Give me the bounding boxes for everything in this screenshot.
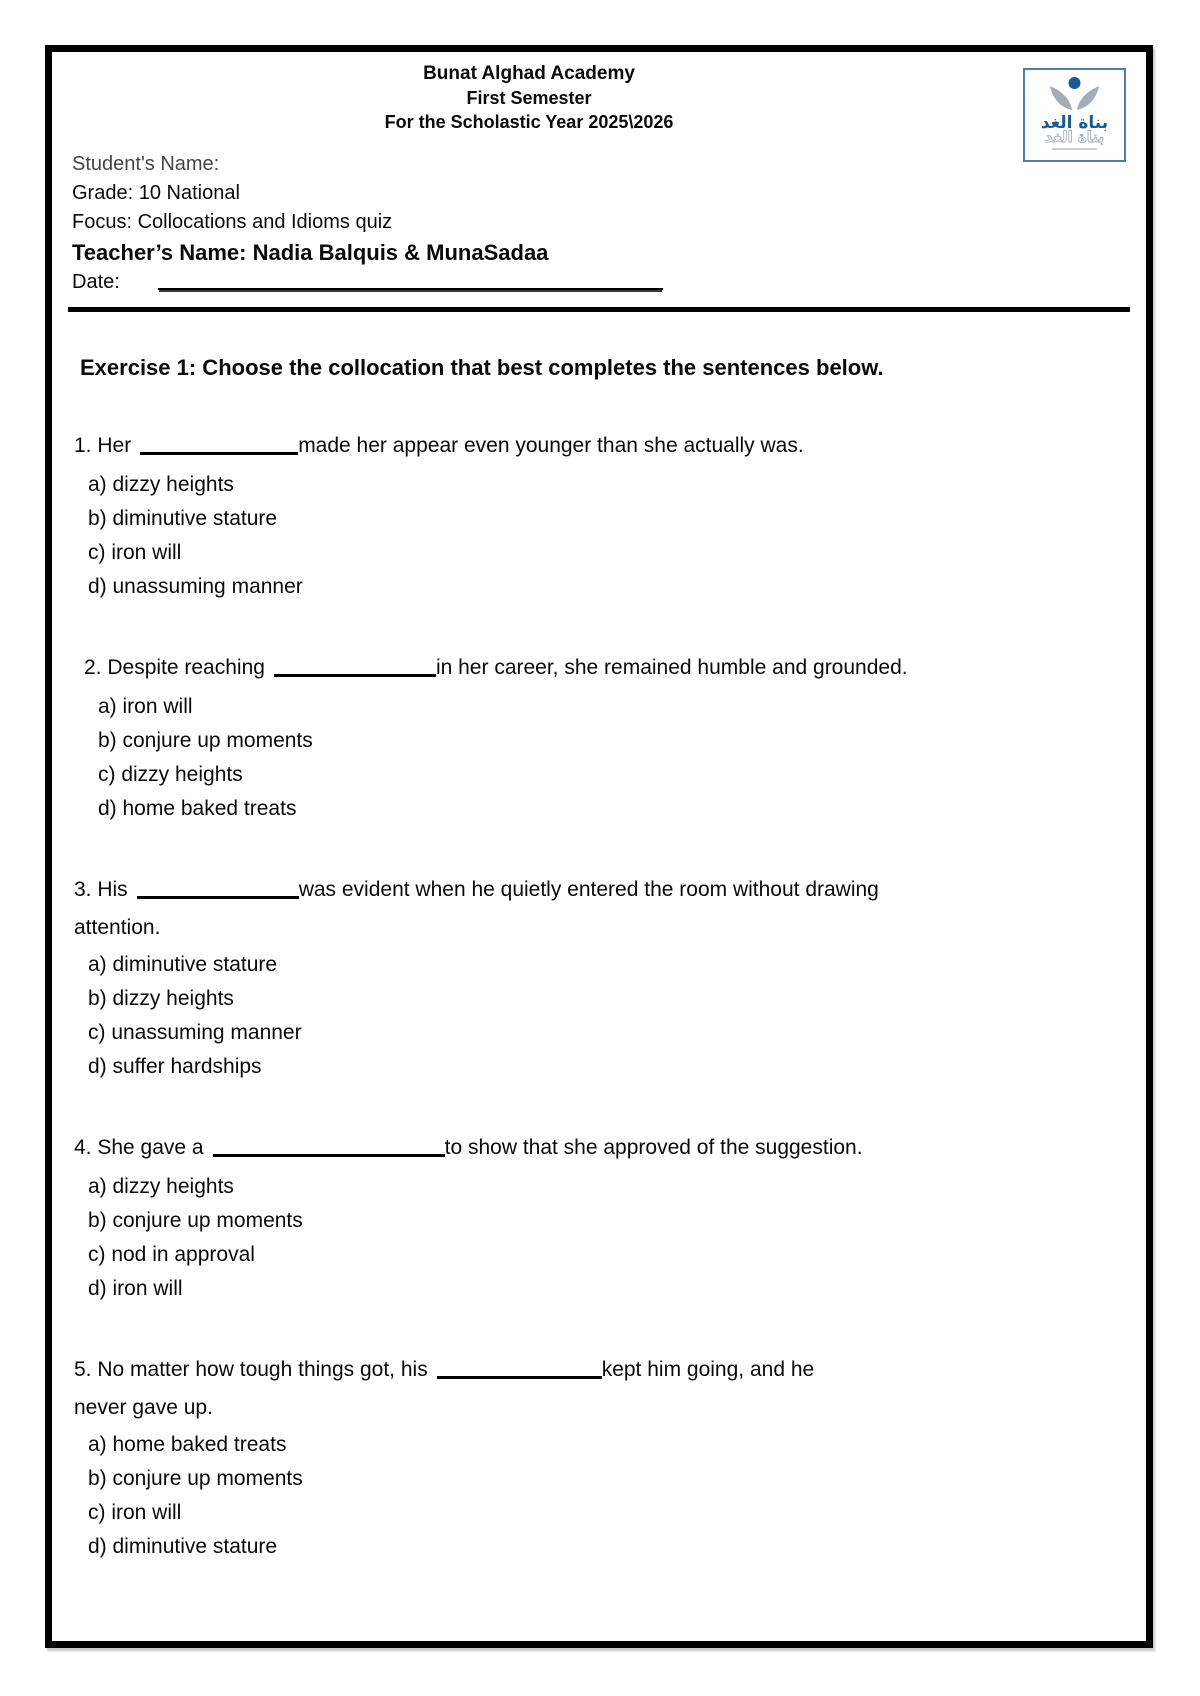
date-label: Date:	[72, 271, 120, 293]
page-content	[52, 52, 1146, 1641]
question-text	[74, 870, 1130, 910]
options-list	[88, 468, 1130, 604]
document-header	[68, 62, 990, 134]
option-item: d) suffer hardships	[88, 1055, 262, 1078]
info-block	[72, 150, 1130, 297]
question-trail-text: in her career, she remained humble and grounded.	[435, 656, 908, 679]
logo-arabic-outline: بناة الغد	[1044, 128, 1105, 146]
document-page	[45, 45, 1153, 1648]
option-item: b) dizzy heights	[88, 987, 234, 1010]
exercise-title: Exercise 1: Choose the collocation that best completes the sentences below.	[80, 355, 884, 380]
question-trail-text: kept him going, and he	[601, 1358, 815, 1381]
logo-right-leaf-icon	[1077, 86, 1099, 110]
question-lead-text: 4. She gave a	[74, 1136, 204, 1159]
options-list	[88, 948, 1130, 1084]
question-text	[74, 426, 1130, 466]
questions	[68, 426, 1130, 1564]
answer-blank	[437, 1360, 602, 1379]
option-item: c) iron will	[88, 1501, 182, 1524]
question-text	[74, 1350, 1130, 1390]
option-item: c) dizzy heights	[98, 763, 243, 786]
logo-tagline-bar	[1052, 148, 1097, 150]
question-trail-text: made her appear even younger than she actually was.	[298, 434, 804, 457]
question-lead-text: 3. His	[74, 878, 128, 901]
scholastic-year-line: For the Scholastic Year 2025\2026	[384, 112, 674, 132]
question-text-continued: attention.	[74, 916, 161, 939]
question-block	[74, 1350, 1130, 1564]
option-item: c) unassuming manner	[88, 1021, 302, 1044]
option-item: d) unassuming manner	[88, 575, 303, 598]
student-name-label: Student's Name:	[72, 153, 220, 175]
question-trail-text: was evident when he quietly entered the room without drawing	[298, 878, 879, 901]
option-item: b) conjure up moments	[98, 729, 313, 752]
answer-blank	[274, 658, 436, 677]
option-item: a) home baked treats	[88, 1433, 287, 1456]
option-item: b) diminutive stature	[88, 507, 278, 530]
grade-line: Grade: 10 National	[72, 182, 240, 204]
focus-line: Focus: Collocations and Idioms quiz	[72, 211, 393, 233]
option-item: b) conjure up moments	[88, 1467, 303, 1490]
option-item: a) iron will	[98, 695, 193, 718]
date-fill-line	[158, 272, 663, 290]
question-block	[74, 1128, 1130, 1306]
options-list	[88, 1428, 1130, 1564]
option-item: a) dizzy heights	[88, 473, 234, 496]
question-text-continued: never gave up.	[74, 1396, 213, 1419]
question-block	[74, 426, 1130, 604]
option-item: d) home baked treats	[98, 797, 297, 820]
question-lead-text: 2. Despite reaching	[84, 656, 265, 679]
question-block	[74, 870, 1130, 1084]
academy-logo-graphic	[1025, 70, 1124, 160]
teacher-name-line: Teacher’s Name: Nadia Balquis & MunaSadaa	[72, 240, 549, 265]
header-divider-rule	[68, 307, 1130, 312]
question-lead-text: 5. No matter how tough things got, his	[74, 1358, 428, 1381]
logo-left-leaf-icon	[1050, 86, 1072, 110]
answer-blank	[137, 880, 299, 899]
option-item: b) conjure up moments	[88, 1209, 303, 1232]
option-item: a) dizzy heights	[88, 1175, 234, 1198]
options-list	[98, 690, 1130, 826]
question-trail-text: to show that she approved of the suggestion.	[444, 1136, 863, 1159]
question-text	[74, 1128, 1130, 1168]
answer-blank	[213, 1138, 445, 1157]
academy-name: Bunat Alghad Academy	[423, 63, 635, 84]
question-block	[84, 648, 1130, 826]
logo-arabic-name: بناة الغد	[1040, 113, 1109, 133]
question-lead-text: 1. Her	[74, 434, 132, 457]
option-item: d) iron will	[88, 1277, 183, 1300]
answer-blank	[140, 436, 298, 455]
option-item: c) iron will	[88, 541, 182, 564]
date-row	[72, 268, 1130, 297]
academy-logo	[1023, 68, 1126, 162]
option-item: c) nod in approval	[88, 1243, 255, 1266]
options-list	[88, 1170, 1130, 1306]
semester-line: First Semester	[466, 88, 592, 108]
option-item: d) diminutive stature	[88, 1535, 278, 1558]
question-text	[84, 648, 1130, 688]
option-item: a) diminutive stature	[88, 953, 278, 976]
logo-person-head-icon	[1069, 77, 1081, 89]
